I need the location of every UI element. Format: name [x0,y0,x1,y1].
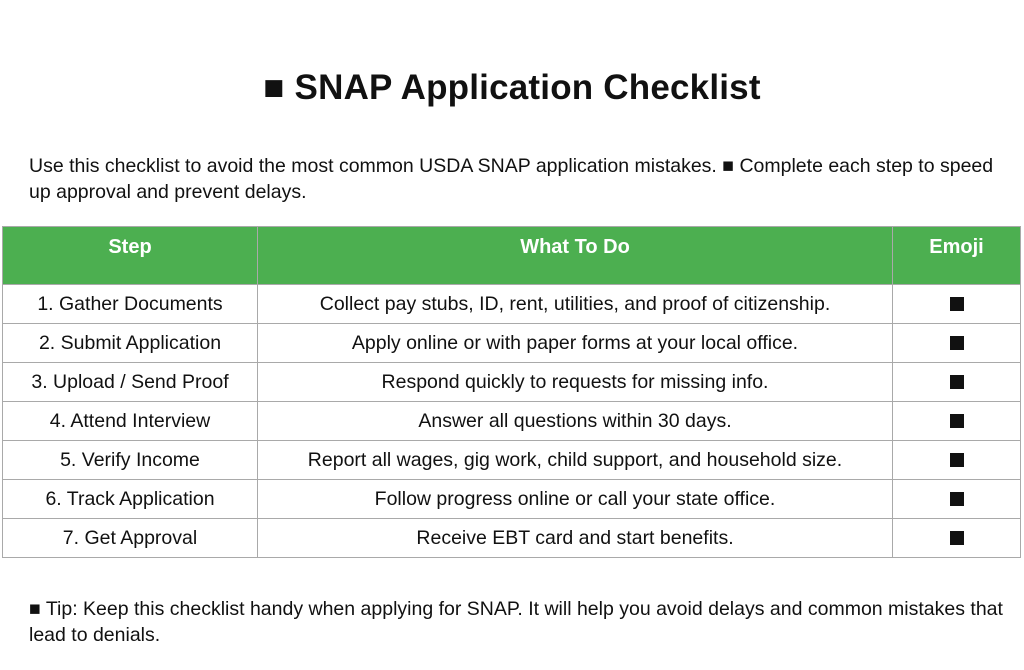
what-cell: Report all wages, gig work, child support, and household size. [258,441,893,480]
emoji-cell [893,519,1021,558]
square-icon [950,492,964,506]
emoji-cell [893,480,1021,519]
column-header-step: Step [3,227,258,285]
emoji-cell [893,285,1021,324]
step-cell: 6. Track Application [3,480,258,519]
tip-paragraph: ■ Tip: Keep this checklist handy when applying for SNAP. It will help you avoid delays and common mistakes that lead to denials. [29,598,1003,646]
table-row [3,363,1021,402]
table-row [3,480,1021,519]
what-cell: Respond quickly to requests for missing info. [258,363,893,402]
step-cell: 7. Get Approval [3,519,258,558]
square-icon [950,375,964,389]
square-icon [950,336,964,350]
intro-paragraph: Use this checklist to avoid the most common USDA SNAP application mistakes. ■ Complete each step to speed up approval and prevent delays. [29,155,994,203]
what-cell: Apply online or with paper forms at your local office. [258,324,893,363]
column-header-what: What To Do [258,227,893,285]
emoji-cell [893,441,1021,480]
what-cell: Answer all questions within 30 days. [258,402,893,441]
column-header-emoji: Emoji [893,227,1021,285]
step-cell: 3. Upload / Send Proof [3,363,258,402]
table-row [3,402,1021,441]
square-icon [950,453,964,467]
page-title: ■ SNAP Application Checklist [263,68,761,107]
square-icon [950,297,964,311]
what-cell: Follow progress online or call your state office. [258,480,893,519]
emoji-cell [893,363,1021,402]
table-row [3,324,1021,363]
table-row [3,519,1021,558]
step-cell: 2. Submit Application [3,324,258,363]
what-cell: Collect pay stubs, ID, rent, utilities, and proof of citizenship. [258,285,893,324]
checklist-table [2,226,1021,558]
what-cell: Receive EBT card and start benefits. [258,519,893,558]
step-cell: 1. Gather Documents [3,285,258,324]
table-row [3,441,1021,480]
square-icon [950,531,964,545]
step-cell: 5. Verify Income [3,441,258,480]
step-cell: 4. Attend Interview [3,402,258,441]
table-row [3,285,1021,324]
emoji-cell [893,402,1021,441]
square-icon [950,414,964,428]
table-header-row [3,227,1021,285]
emoji-cell [893,324,1021,363]
